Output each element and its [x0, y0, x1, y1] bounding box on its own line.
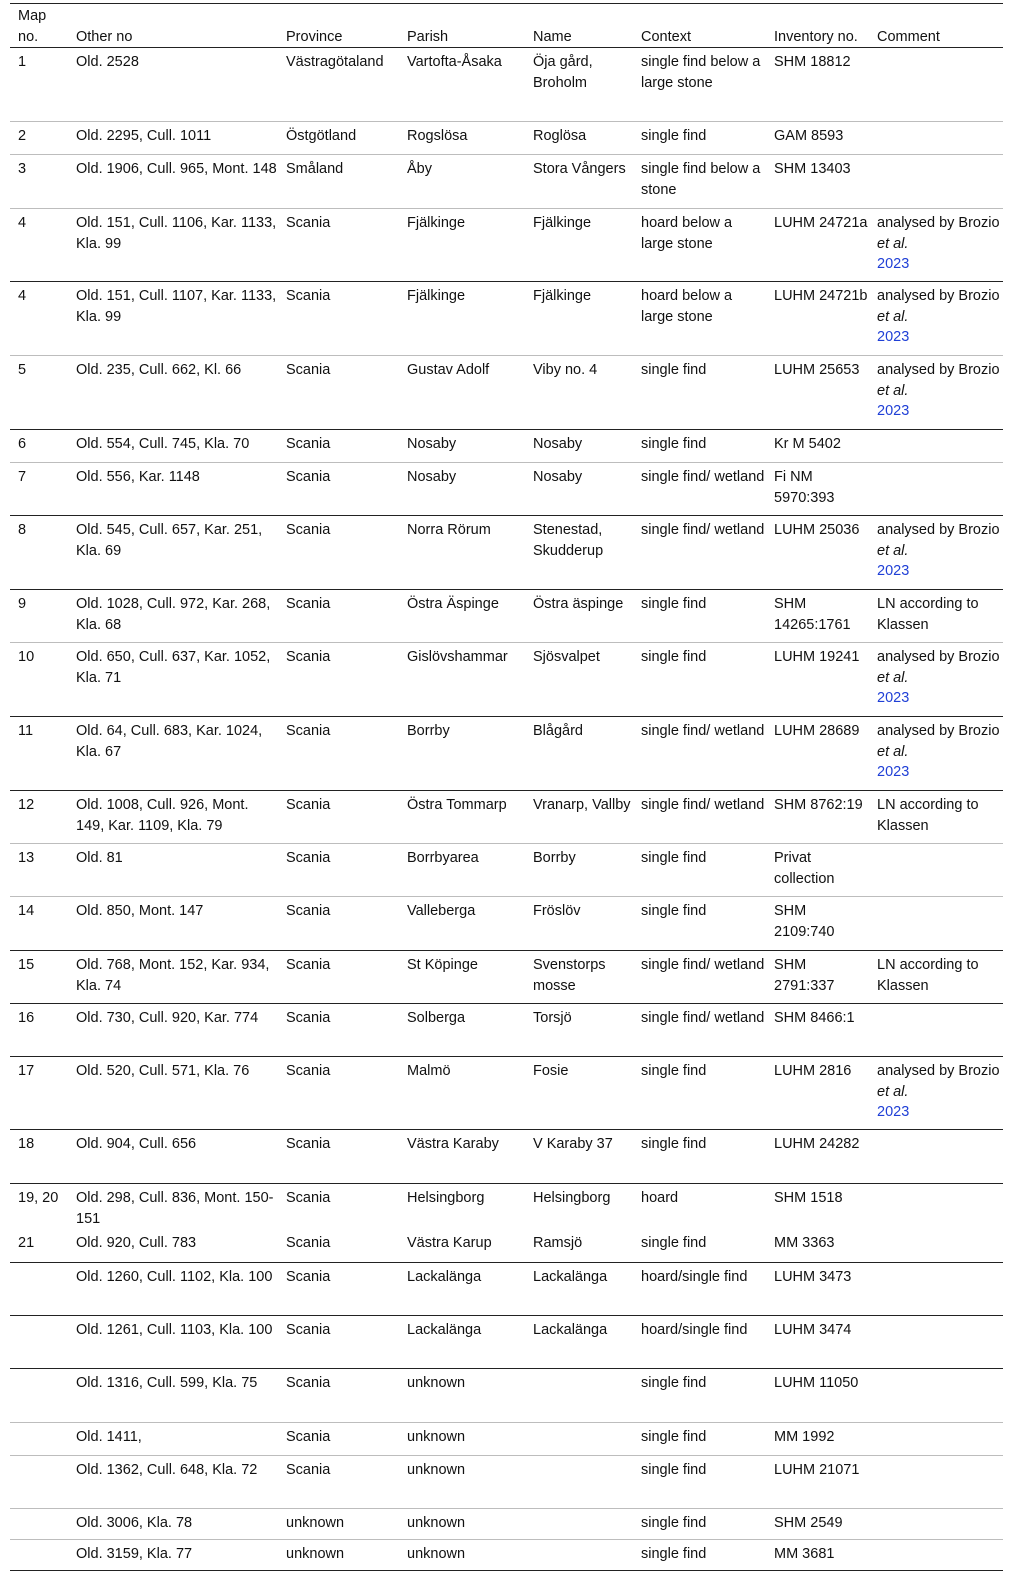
cell-map-no [10, 1368, 68, 1422]
cell-comment [869, 1539, 1003, 1570]
header-inventory-no: Inventory no. [774, 28, 858, 45]
header-name: Name [533, 28, 572, 45]
cell-name [525, 1368, 633, 1422]
cell-inventory-no: MM 1992 [766, 1422, 869, 1455]
cell-other-no: Old. 298, Cull. 836, Mont. 150-151 [68, 1184, 278, 1230]
cell-inventory-no: LUHM 2816 [766, 1057, 869, 1130]
citation-link[interactable]: 2023 [877, 764, 910, 780]
cell-comment [869, 356, 1003, 430]
cell-province: Scania [278, 897, 399, 951]
header-map-no: Map no. [18, 8, 47, 45]
cell-parish: Malmö [399, 1057, 525, 1130]
cell-context: hoard/single find [633, 1262, 766, 1315]
cell-context: single find [633, 1368, 766, 1422]
cell-comment [869, 717, 1003, 791]
cell-name [525, 1422, 633, 1455]
table-row [10, 1229, 1003, 1262]
table-row [10, 897, 1003, 951]
cell-map-no: 1 [10, 48, 68, 122]
cell-comment: LN according to Klassen [869, 590, 1003, 643]
cell-parish: Norra Rörum [399, 516, 525, 590]
table-row [10, 1004, 1003, 1057]
cell-inventory-no: Kr M 5402 [766, 430, 869, 463]
cell-inventory-no: SHM 13403 [766, 155, 869, 209]
cell-comment [869, 1422, 1003, 1455]
cell-context: hoard below a large stone [633, 209, 766, 282]
cell-parish: Fjälkinge [399, 209, 525, 282]
cell-other-no: Old. 2528 [68, 48, 278, 122]
table-row [10, 1539, 1003, 1570]
cell-name: Ramsjö [533, 1235, 583, 1251]
cell-comment [869, 1455, 1003, 1508]
cell-name: Sjösvalpet [525, 643, 633, 717]
cell-province: Scania [278, 430, 399, 463]
cell-parish: Gislövshammar [399, 643, 525, 717]
cell-inventory-no: LUHM 24282 [766, 1130, 869, 1184]
cell-other-no: Old. 1316, Cull. 599, Kla. 75 [68, 1368, 278, 1422]
cell-inventory-no: LUHM 21071 [766, 1455, 869, 1508]
cell-map-no: 4 [10, 209, 68, 282]
comment-et-al: et al. [877, 542, 909, 559]
cell-inventory-no: MM 3681 [766, 1539, 869, 1570]
cell-map-no: 17 [10, 1057, 68, 1130]
cell-parish: Vartofta-Åsaka [399, 48, 525, 122]
table-row [10, 1130, 1003, 1184]
cell-context: hoard below a large stone [633, 282, 766, 356]
cell-other-no: Old. 1008, Cull. 926, Mont. 149, Kar. 1109, Kla. 79 [68, 791, 278, 844]
cell-province: Scania [278, 1368, 399, 1422]
cell-inventory-no: Fi NM 5970:393 [766, 463, 869, 516]
cell-province: Scania [278, 1184, 399, 1230]
cell-parish: unknown [399, 1508, 525, 1539]
cell-other-no: Old. 1906, Cull. 965, Mont. 148 [68, 155, 278, 209]
cell-context: single find/ wetland [633, 951, 766, 1004]
cell-inventory-no: LUHM 3474 [766, 1315, 869, 1368]
cell-province: Scania [278, 717, 399, 791]
cell-context: single find [641, 1235, 707, 1251]
cell-comment [869, 122, 1003, 155]
cell-parish: Nosaby [399, 463, 525, 516]
cell-comment [869, 1057, 1003, 1130]
table-row [10, 209, 1003, 282]
cell-comment [869, 1262, 1003, 1315]
cell-province: Scania [278, 463, 399, 516]
cell-context: single find/ wetland [633, 717, 766, 791]
table-row [10, 951, 1003, 1004]
cell-other-no: Old. 768, Mont. 152, Kar. 934, Kla. 74 [68, 951, 278, 1004]
cell-map-no: 19, 20 [10, 1184, 68, 1230]
cell-parish: St Köpinge [399, 951, 525, 1004]
table-row [10, 643, 1003, 717]
cell-comment [869, 1184, 1003, 1230]
cell-name: Roglösa [525, 122, 633, 155]
cell-context: single find [633, 1539, 766, 1570]
table-row [10, 516, 1003, 590]
cell-map-no: 8 [10, 516, 68, 590]
table-row [10, 590, 1003, 643]
cell-comment [869, 1368, 1003, 1422]
cell-context: single find [633, 1057, 766, 1130]
cell-province: Scania [278, 1004, 399, 1057]
cell-province: Scania [278, 516, 399, 590]
cell-map-no: 10 [10, 643, 68, 717]
cell-other-no: Old. 554, Cull. 745, Kla. 70 [68, 430, 278, 463]
comment-text: analysed by Brozio [877, 1063, 1000, 1079]
header-comment: Comment [877, 28, 940, 45]
cell-name: Vranarp, Vallby [525, 791, 633, 844]
cell-parish: unknown [399, 1368, 525, 1422]
comment-et-al: et al. [877, 308, 909, 325]
cell-name: Borrby [525, 844, 633, 897]
cell-map-no [10, 1262, 68, 1315]
cell-parish: Solberga [399, 1004, 525, 1057]
table-row [10, 1455, 1003, 1508]
header-parish: Parish [407, 28, 449, 45]
cell-name: Fröslöv [525, 897, 633, 951]
cell-comment [869, 1004, 1003, 1057]
cell-parish: Nosaby [399, 430, 525, 463]
cell-name: Fjälkinge [525, 209, 633, 282]
cell-other-no: Old. 920, Cull. 783 [76, 1235, 197, 1251]
cell-other-no: Old. 556, Kar. 1148 [68, 463, 278, 516]
cell-comment [869, 643, 1003, 717]
cell-province: Scania [278, 643, 399, 717]
cell-comment: LN according to Klassen [869, 951, 1003, 1004]
cell-name: Öja gård, Broholm [525, 48, 633, 122]
comment-et-al: et al. [877, 235, 909, 252]
cell-context: single find [633, 1130, 766, 1184]
cell-map-no: 15 [10, 951, 68, 1004]
comment-et-al: et al. [877, 743, 909, 760]
table-header [10, 4, 1003, 48]
cell-map-no: 14 [10, 897, 68, 951]
cell-inventory-no: SHM 8466:1 [766, 1004, 869, 1057]
cell-comment [869, 48, 1003, 122]
cell-other-no: Old. 520, Cull. 571, Kla. 76 [68, 1057, 278, 1130]
cell-inventory-no: SHM 2549 [766, 1508, 869, 1539]
table-row [10, 1508, 1003, 1539]
cell-inventory-no: GAM 8593 [766, 122, 869, 155]
cell-other-no: Old. 1260, Cull. 1102, Kla. 100 [68, 1262, 278, 1315]
cell-province: unknown [278, 1539, 399, 1570]
cell-context: single find below a large stone [633, 48, 766, 122]
cell-province: Scania [278, 590, 399, 643]
table-row [10, 1422, 1003, 1455]
cell-inventory-no: LUHM 25653 [766, 356, 869, 430]
cell-province: Scania [278, 951, 399, 1004]
cell-parish: Västra Karaby [399, 1130, 525, 1184]
cell-map-no: 12 [10, 791, 68, 844]
cell-province: Scania [278, 282, 399, 356]
cell-province: Scania [278, 209, 399, 282]
table-row [10, 48, 1003, 122]
cell-map-no: 4 [10, 282, 68, 356]
cell-province: Scania [278, 356, 399, 430]
cell-name: V Karaby 37 [525, 1130, 633, 1184]
cell-inventory-no: LUHM 24721b [766, 282, 869, 356]
cell-context: single find below a stone [633, 155, 766, 209]
cell-map-no: 7 [10, 463, 68, 516]
cell-name: Nosaby [525, 463, 633, 516]
cell-context: single find [633, 122, 766, 155]
cell-context: single find/ wetland [633, 463, 766, 516]
table-row [10, 356, 1003, 430]
cell-parish: Fjälkinge [399, 282, 525, 356]
cell-comment [869, 1315, 1003, 1368]
comment-et-al: et al. [877, 669, 909, 686]
cell-comment [869, 430, 1003, 463]
cell-comment [869, 282, 1003, 356]
cell-context: single find [633, 897, 766, 951]
cell-parish: Helsingborg [399, 1184, 525, 1230]
cell-inventory-no: Privat collection [766, 844, 869, 897]
cell-province: Scania [278, 1130, 399, 1184]
cell-comment [869, 1229, 1003, 1262]
cell-name [525, 1508, 633, 1539]
table-row [10, 717, 1003, 791]
citation-link[interactable]: 2023 [877, 403, 910, 419]
cell-name: Fjälkinge [525, 282, 633, 356]
cell-name [525, 1539, 633, 1570]
cell-context: single find [633, 1422, 766, 1455]
cell-context: single find/ wetland [633, 791, 766, 844]
cell-inventory-no: LUHM 28689 [766, 717, 869, 791]
cell-inventory-no: SHM 8762:19 [766, 791, 869, 844]
cell-province: Scania [278, 1455, 399, 1508]
cell-other-no: Old. 1028, Cull. 972, Kar. 268, Kla. 68 [68, 590, 278, 643]
cell-map-no: 13 [10, 844, 68, 897]
table-row [10, 1315, 1003, 1368]
cell-name: Fosie [525, 1057, 633, 1130]
comment-et-al: et al. [877, 1083, 909, 1100]
table-row [10, 1184, 1003, 1230]
cell-map-no [10, 1315, 68, 1368]
header-other-no: Other no [76, 28, 133, 45]
cell-parish: Lackalänga [399, 1315, 525, 1368]
cell-province: Scania [278, 1422, 399, 1455]
table-row [10, 844, 1003, 897]
table-row [10, 282, 1003, 356]
cell-map-no: 5 [10, 356, 68, 430]
cell-context: single find [633, 643, 766, 717]
comment-text: analysed by Brozio [877, 649, 1000, 665]
cell-province: Scania [278, 791, 399, 844]
cell-comment [869, 1130, 1003, 1184]
cell-parish: Västra Karup [407, 1235, 492, 1251]
cell-context: single find [633, 1508, 766, 1539]
cell-other-no: Old. 81 [68, 844, 278, 897]
cell-inventory-no: SHM 2791:337 [766, 951, 869, 1004]
cell-comment [869, 1508, 1003, 1539]
table-row [10, 1368, 1003, 1422]
cell-province: Scania [278, 844, 399, 897]
cell-parish: Borrbyarea [399, 844, 525, 897]
table-row [10, 122, 1003, 155]
cell-inventory-no: MM 3363 [774, 1235, 835, 1251]
cell-name: Helsingborg [525, 1184, 633, 1230]
cell-inventory-no: LUHM 25036 [766, 516, 869, 590]
cell-province: Östgötland [278, 122, 399, 155]
cell-parish: unknown [399, 1539, 525, 1570]
cell-map-no: 11 [10, 717, 68, 791]
cell-other-no: Old. 151, Cull. 1107, Kar. 1133, Kla. 99 [68, 282, 278, 356]
cell-province: Scania [278, 1262, 399, 1315]
citation-link[interactable]: 2023 [877, 563, 910, 579]
cell-comment: LN according to Klassen [869, 791, 1003, 844]
cell-other-no: Old. 1261, Cull. 1103, Kla. 100 [68, 1315, 278, 1368]
cell-inventory-no: SHM 14265:1761 [766, 590, 869, 643]
comment-text: analysed by Brozio [877, 288, 1000, 304]
table-body [10, 48, 1003, 1571]
comment-text: analysed by Brozio [877, 362, 1000, 378]
cell-other-no: Old. 904, Cull. 656 [68, 1130, 278, 1184]
cell-inventory-no: LUHM 24721a [766, 209, 869, 282]
cell-map-no: 3 [10, 155, 68, 209]
citation-link[interactable]: 2023 [877, 329, 910, 345]
cell-parish: Lackalänga [399, 1262, 525, 1315]
cell-comment [869, 155, 1003, 209]
cell-context: single find/ wetland [633, 1004, 766, 1057]
cell-other-no: Old. 3006, Kla. 78 [68, 1508, 278, 1539]
cell-context: hoard [633, 1184, 766, 1230]
cell-name: Stenestad, Skudderup [525, 516, 633, 590]
cell-comment [869, 209, 1003, 282]
cell-other-no: Old. 1411, [68, 1422, 278, 1455]
cell-other-no: Old. 650, Cull. 637, Kar. 1052, Kla. 71 [68, 643, 278, 717]
cell-context: single find [633, 844, 766, 897]
cell-map-no: 6 [10, 430, 68, 463]
comment-et-al: et al. [877, 382, 909, 399]
cell-parish: Östra Äspinge [399, 590, 525, 643]
citation-link[interactable]: 2023 [877, 690, 910, 706]
table-row [10, 155, 1003, 209]
cell-province: Småland [278, 155, 399, 209]
table-row [10, 430, 1003, 463]
cell-map-no [10, 1508, 68, 1539]
finds-table [10, 3, 1003, 1571]
cell-context: single find [633, 590, 766, 643]
cell-name: Torsjö [525, 1004, 633, 1057]
cell-province: Scania [278, 1057, 399, 1130]
table-row [10, 463, 1003, 516]
citation-link[interactable]: 2023 [877, 256, 910, 272]
cell-map-no: 2 [10, 122, 68, 155]
cell-other-no: Old. 235, Cull. 662, Kl. 66 [68, 356, 278, 430]
header-province: Province [286, 28, 343, 45]
header-row [10, 4, 1003, 48]
cell-comment [869, 463, 1003, 516]
cell-province: Västragötaland [278, 48, 399, 122]
cell-other-no: Old. 64, Cull. 683, Kar. 1024, Kla. 67 [68, 717, 278, 791]
cell-comment [869, 844, 1003, 897]
cell-parish: Rogslösa [399, 122, 525, 155]
cell-map-no [10, 1455, 68, 1508]
cell-inventory-no: SHM 1518 [766, 1184, 869, 1230]
cell-name: Lackalänga [525, 1315, 633, 1368]
cell-name: Lackalänga [525, 1262, 633, 1315]
table-row [10, 791, 1003, 844]
cell-other-no: Old. 2295, Cull. 1011 [68, 122, 278, 155]
citation-link[interactable]: 2023 [877, 1104, 910, 1120]
cell-map-no: 18 [10, 1130, 68, 1184]
cell-parish: unknown [399, 1422, 525, 1455]
cell-other-no: Old. 151, Cull. 1106, Kar. 1133, Kla. 99 [68, 209, 278, 282]
cell-parish: Gustav Adolf [399, 356, 525, 430]
header-context: Context [641, 28, 691, 45]
cell-inventory-no: SHM 18812 [766, 48, 869, 122]
cell-province: Scania [286, 1235, 331, 1251]
cell-other-no: Old. 1362, Cull. 648, Kla. 72 [68, 1455, 278, 1508]
cell-inventory-no: LUHM 19241 [766, 643, 869, 717]
cell-map-no: 9 [10, 590, 68, 643]
cell-map-no: 21 [18, 1235, 35, 1251]
cell-parish: Valleberga [399, 897, 525, 951]
cell-comment [869, 516, 1003, 590]
cell-map-no: 16 [10, 1004, 68, 1057]
cell-parish: Östra Tommarp [399, 791, 525, 844]
cell-other-no: Old. 545, Cull. 657, Kar. 251, Kla. 69 [68, 516, 278, 590]
cell-map-no [10, 1539, 68, 1570]
cell-inventory-no: SHM 2109:740 [766, 897, 869, 951]
cell-map-no [10, 1422, 68, 1455]
cell-parish: Åby [399, 155, 525, 209]
comment-text: analysed by Brozio [877, 723, 1000, 739]
cell-name: Östra äspinge [525, 590, 633, 643]
cell-parish: unknown [399, 1455, 525, 1508]
cell-context: single find [633, 356, 766, 430]
cell-name [525, 1455, 633, 1508]
cell-context: single find [633, 1455, 766, 1508]
comment-text: analysed by Brozio [877, 215, 1000, 231]
cell-parish: Borrby [399, 717, 525, 791]
cell-other-no: Old. 3159, Kla. 77 [68, 1539, 278, 1570]
comment-text: analysed by Brozio [877, 522, 1000, 538]
cell-inventory-no: LUHM 11050 [766, 1368, 869, 1422]
cell-other-no: Old. 730, Cull. 920, Kar. 774 [68, 1004, 278, 1057]
cell-context: hoard/single find [633, 1315, 766, 1368]
cell-province: unknown [278, 1508, 399, 1539]
cell-comment [869, 897, 1003, 951]
cell-name: Viby no. 4 [525, 356, 633, 430]
cell-name: Svenstorps mosse [525, 951, 633, 1004]
cell-context: single find/ wetland [633, 516, 766, 590]
cell-name: Stora Vångers [525, 155, 633, 209]
cell-name: Nosaby [525, 430, 633, 463]
cell-inventory-no: LUHM 3473 [766, 1262, 869, 1315]
table-row [10, 1057, 1003, 1130]
table-row [10, 1262, 1003, 1315]
cell-other-no: Old. 850, Mont. 147 [68, 897, 278, 951]
cell-province: Scania [278, 1315, 399, 1368]
cell-name: Blågård [525, 717, 633, 791]
cell-context: single find [633, 430, 766, 463]
